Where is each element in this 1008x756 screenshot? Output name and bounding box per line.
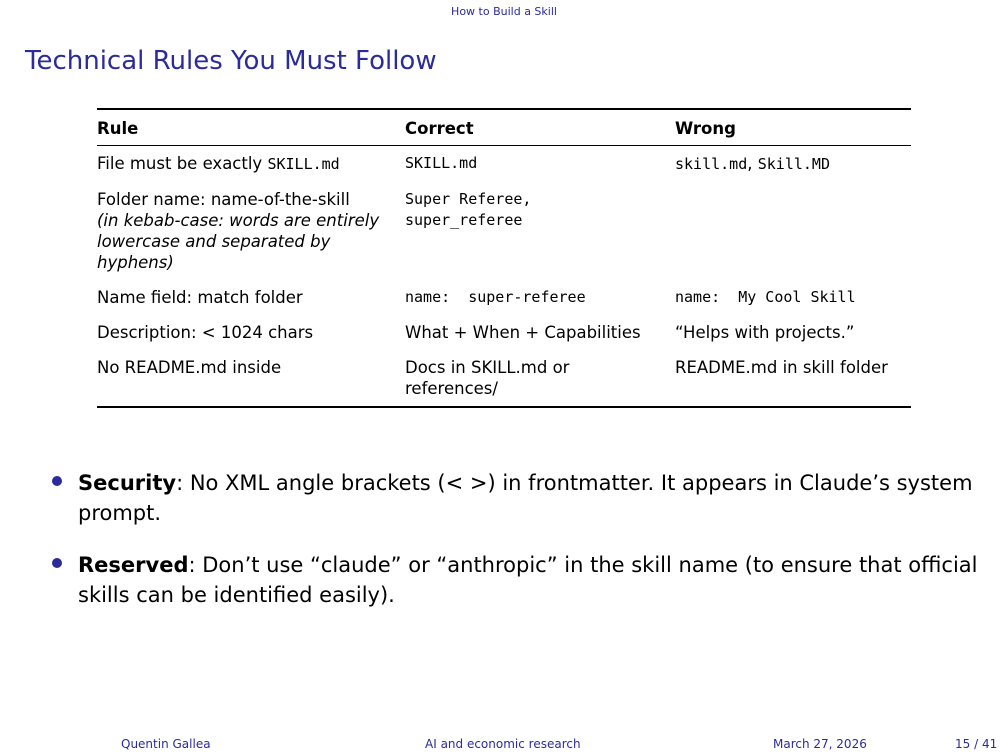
- slide-title: Technical Rules You Must Follow: [25, 46, 437, 76]
- footer: [0, 737, 1008, 751]
- list-item: [52, 468, 987, 528]
- table-row: [97, 146, 911, 182]
- page-number: 15 / 41: [955, 737, 998, 751]
- correct-cell: SKILL.md: [405, 154, 478, 172]
- column-header-rule: Rule: [97, 119, 139, 138]
- correct-line: super_referee: [405, 211, 523, 229]
- bullet-text: : Don’t use “claude” or “anthropic” in the skill name (to ensure that official skills can be identified easily).: [78, 553, 978, 607]
- table-bottom-rule: [97, 406, 911, 408]
- correct-cell: [405, 182, 675, 280]
- bullet-icon: [52, 558, 62, 568]
- table-row: [97, 182, 911, 280]
- table-row: [97, 280, 911, 315]
- table-row: [97, 350, 911, 406]
- correct-cell: What + When + Capabilities: [405, 323, 641, 342]
- wrong-cell: [675, 182, 911, 280]
- footer-date: March 27, 2026: [773, 737, 867, 751]
- table-header-row: [97, 110, 911, 145]
- rule-cell: File must be exactly SKILL.md: [97, 154, 340, 173]
- wrong-cell: name: My Cool Skill: [675, 288, 856, 306]
- table-row: [97, 315, 911, 350]
- running-header: How to Build a Skill: [451, 5, 557, 18]
- correct-cell: Docs in SKILL.md or references/: [405, 358, 570, 398]
- bullet-list: [52, 468, 987, 632]
- rule-cell: [97, 182, 405, 280]
- rule-cell: Description: < 1024 chars: [97, 323, 314, 342]
- rule-note: (in kebab-case: words are entirely lowercase and separated by hyphens): [97, 211, 380, 272]
- correct-cell: name: super-referee: [405, 288, 586, 306]
- rule-cell: Name field: match folder: [97, 288, 303, 307]
- footer-title: AI and economic research: [425, 737, 581, 751]
- bullet-label: Security: [78, 471, 177, 495]
- wrong-cell: “Helps with projects.”: [675, 323, 855, 342]
- rule-cell: No README.md inside: [97, 358, 282, 377]
- footer-author: Quentin Gallea: [121, 737, 211, 751]
- column-header-wrong: Wrong: [675, 119, 736, 138]
- bullet-label: Reserved: [78, 553, 189, 577]
- rule-text: Folder name: name-of-the-skill: [97, 190, 350, 209]
- column-header-correct: Correct: [405, 119, 474, 138]
- bullet-icon: [52, 476, 62, 486]
- wrong-cell: README.md in skill folder: [675, 358, 888, 377]
- list-item: [52, 550, 987, 610]
- rules-table: [97, 108, 911, 408]
- correct-line: Super Referee,: [405, 190, 532, 208]
- wrong-cell: skill.md, Skill.MD: [675, 154, 830, 173]
- bullet-text: : No XML angle brackets (< >) in frontmatter. It appears in Claude’s system prompt.: [78, 471, 973, 525]
